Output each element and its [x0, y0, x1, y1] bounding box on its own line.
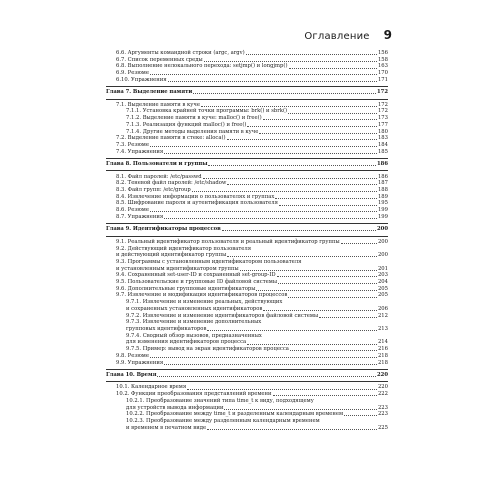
header-title: Оглавление: [304, 31, 370, 42]
entry-title: и временем в печатном виде: [126, 424, 207, 431]
dot-leader: [289, 68, 377, 69]
dot-leader: [263, 310, 377, 311]
entry-title: и установленным идентификатором группы: [116, 265, 239, 272]
toc-entry[interactable]: [106, 135, 388, 142]
dot-leader: [240, 270, 377, 271]
entry-page: 218: [377, 359, 388, 366]
toc-entry[interactable]: [106, 142, 388, 149]
toc-entry[interactable]: [106, 122, 388, 129]
entry-page: 187: [377, 180, 388, 187]
entry-page: 177: [377, 121, 388, 128]
dot-leader: [222, 230, 376, 231]
entry-title: 8.4. Извлечение информации о пользователях и группах: [116, 193, 275, 200]
toc-entry[interactable]: [106, 346, 388, 353]
toc-entry[interactable]: [106, 180, 388, 187]
chapter-title: Глава 9. Идентификаторы процессов: [106, 226, 221, 233]
entry-page: 214: [377, 339, 388, 346]
toc-entry[interactable]: [106, 200, 388, 207]
entry-title: 9.1. Реальный идентификатор пользователя и реальный идентификатор группы: [116, 238, 340, 245]
entry-page: 172: [377, 101, 388, 108]
entry-title: 7.1.1. Установка крайней точки программы: brk() и sbrk(): [126, 108, 288, 115]
entry-title: 6.9. Резюме: [116, 70, 149, 77]
chapter-title: Глава 10. Время: [106, 372, 157, 378]
chapter-divider: [106, 223, 388, 224]
entry-page: 213: [377, 326, 388, 332]
toc-entry[interactable]: [106, 279, 388, 286]
table-of-contents: [106, 50, 388, 431]
entry-title: 9.7. Извлечение и модификация идентификаторов процессов: [116, 292, 288, 299]
dot-leader: [319, 317, 377, 318]
dot-leader: [187, 389, 377, 390]
toc-entry[interactable]: [106, 353, 388, 360]
toc-entry[interactable]: [106, 398, 388, 411]
chapter-divider: [106, 99, 388, 100]
entry-title: 6.6. Аргументы командной строки (argc, argv): [116, 50, 245, 56]
entry-page: 199: [377, 213, 388, 220]
dot-leader: [247, 344, 377, 345]
chapter-heading[interactable]: [106, 226, 388, 233]
entry-title: 9.9. Упражнения: [116, 359, 164, 366]
entry-page: 173: [377, 115, 388, 122]
entry-page: 204: [377, 279, 388, 286]
dot-leader: [203, 178, 377, 179]
dot-leader: [344, 415, 377, 416]
entry-title-line: 10.2.3. Преобразование между разделенным календарным временем: [126, 418, 320, 424]
entry-title: 6.7. Список переменных среды: [116, 56, 203, 63]
chapter-page: 200: [377, 226, 388, 233]
entry-title-line: 10.2.1. Преобразование значений типа time_t к виду, подходящему: [126, 397, 314, 404]
toc-entry[interactable]: [106, 333, 388, 346]
toc-entry[interactable]: [106, 292, 388, 299]
entry-title: 7.1.4. Другие методы выделения памяти в куче: [126, 128, 259, 135]
entry-title: 8.3. Файл групп: /etc/group: [116, 187, 191, 194]
toc-entry[interactable]: [106, 149, 388, 156]
dot-leader: [150, 74, 377, 75]
toc-entry[interactable]: [106, 187, 388, 194]
chapter-page: 220: [377, 372, 388, 378]
entry-page: 206: [377, 305, 388, 312]
toc-entry[interactable]: [106, 313, 388, 320]
chapter-divider: [106, 170, 388, 171]
toc-entry[interactable]: [106, 299, 388, 312]
entry-title-line: 9.2. Действующий идентификатор пользователя: [116, 245, 252, 252]
toc-entry[interactable]: [106, 77, 388, 84]
entry-page: 195: [377, 200, 388, 207]
entry-title: 10.1. Календарное время: [116, 384, 187, 391]
dot-leader: [288, 297, 377, 298]
chapter-divider: [106, 158, 388, 159]
entry-title: 9.7.5. Пример: вывод на экран идентификаторов процесса: [126, 346, 289, 353]
dot-leader: [273, 395, 377, 396]
dot-leader: [207, 429, 377, 430]
entry-page: 158: [377, 56, 388, 63]
chapter-divider: [106, 381, 388, 382]
toc-entry[interactable]: [106, 207, 388, 214]
dot-leader: [168, 81, 377, 82]
dot-leader: [277, 276, 377, 277]
chapter-divider: [106, 369, 388, 370]
entry-title: 9.4. Сохраненный set-user-ID и сохраненный set-group-ID: [116, 272, 276, 279]
entry-title: 6.10. Упражнения: [116, 76, 167, 83]
dot-leader: [290, 350, 377, 351]
entry-page: 188: [377, 187, 388, 194]
entry-title-line: 9.7.1. Извлечение и изменение реальных, действующих: [126, 299, 283, 306]
chapter-divider: [106, 236, 388, 237]
entry-title: 7.4. Упражнения: [116, 148, 164, 155]
toc-entry[interactable]: [106, 70, 388, 77]
entry-page: 222: [377, 391, 388, 398]
entry-page: 184: [377, 142, 388, 148]
dot-leader: [263, 119, 377, 120]
chapter-page: 172: [377, 89, 388, 96]
toc-entry[interactable]: [106, 50, 388, 57]
dot-leader: [204, 61, 377, 62]
entry-page: 172: [377, 108, 388, 115]
entry-page: 203: [377, 272, 388, 279]
dot-leader: [150, 357, 377, 358]
entry-title: 7.1.2. Выделение памяти в куче: malloc() и free(): [126, 115, 262, 122]
dot-leader: [157, 376, 376, 377]
chapter-heading[interactable]: [106, 89, 388, 96]
toc-entry[interactable]: [106, 259, 388, 272]
entry-title: и сохраненных установленных идентификаторов: [126, 305, 263, 312]
entry-title: 9.8. Резюме: [116, 352, 149, 359]
dot-leader: [164, 153, 377, 154]
page-header: [304, 28, 392, 42]
chapter-heading[interactable]: [106, 372, 388, 379]
entry-page: 223: [377, 404, 388, 411]
dot-leader: [150, 211, 377, 212]
entry-page: 183: [377, 135, 388, 142]
entry-page: 180: [377, 128, 388, 135]
dot-leader: [208, 165, 376, 166]
chapter-page: 186: [377, 161, 388, 168]
entry-title: 9.6. Дополнительные групповые идентификаторы: [116, 285, 256, 292]
entry-title: 8.5. Шифрование пароля и аутентификация пользователя: [116, 200, 278, 207]
toc-entry[interactable]: [106, 214, 388, 221]
entry-page: 225: [377, 424, 388, 431]
dot-leader: [150, 146, 377, 147]
entry-page: 218: [377, 352, 388, 359]
chapter-divider: [106, 86, 388, 87]
dot-leader: [164, 364, 377, 365]
toc-entry[interactable]: [106, 411, 388, 418]
dot-leader: [259, 133, 377, 134]
entry-title: и действующий идентификатор группы: [116, 252, 227, 259]
entry-page: 205: [377, 292, 388, 299]
page-number: 9: [383, 28, 392, 42]
entry-page: 200: [377, 238, 388, 245]
chapter-title: Глава 7. Выделение памяти: [106, 89, 193, 96]
toc-entry[interactable]: [106, 239, 388, 246]
entry-title-line: 9.7.4. Сводный обзор вызовов, предназначенных: [126, 332, 262, 339]
entry-title: 10.2. Функции преобразования представлений времени: [116, 391, 272, 398]
entry-title: 7.3. Резюме: [116, 142, 149, 148]
entry-page: 186: [377, 173, 388, 180]
chapter-title: Глава 8. Пользователи и группы: [106, 161, 208, 168]
entry-page: 216: [377, 346, 388, 353]
entry-page: 201: [377, 265, 388, 272]
entry-title: групповых идентификаторов: [126, 326, 207, 332]
entry-title: 8.1. Файл паролей: /etc/passwd: [116, 173, 202, 180]
dot-leader: [227, 184, 377, 185]
dot-leader: [341, 243, 377, 244]
dot-leader: [192, 191, 377, 192]
entry-page: 200: [377, 252, 388, 259]
dot-leader: [247, 126, 377, 127]
toc-entry[interactable]: [106, 63, 388, 70]
entry-page: 199: [377, 207, 388, 214]
toc-entry[interactable]: [106, 360, 388, 367]
entry-title: 7.1.3. Реализация функций malloc() и free(): [126, 121, 247, 128]
toc-entry[interactable]: [106, 418, 388, 431]
dot-leader: [279, 205, 377, 206]
entry-title: для изменения идентификаторов процесса: [126, 339, 247, 346]
dot-leader: [288, 113, 377, 114]
dot-leader: [193, 93, 376, 94]
dot-leader: [278, 283, 377, 284]
chapter-heading[interactable]: [106, 161, 388, 168]
entry-title-line: 9.7.3. Извлечение и изменение дополнительных: [126, 319, 262, 326]
entry-page: 220: [377, 384, 388, 391]
dot-leader: [246, 54, 377, 55]
entry-page: 189: [377, 193, 388, 200]
dot-leader: [201, 106, 377, 107]
entry-page: 170: [377, 70, 388, 77]
entry-title: 7.2. Выделение памяти в стеке: alloca(): [116, 135, 226, 142]
entry-title: 6.8. Выполнение нелокального перехода: setjmp() и longjmp(): [116, 63, 288, 70]
entry-page: 212: [377, 312, 388, 319]
dot-leader: [224, 409, 376, 410]
dot-leader: [207, 330, 377, 331]
dot-leader: [275, 198, 377, 199]
entry-title: для устройств вывода информации: [126, 404, 224, 411]
entry-page: 223: [377, 411, 388, 418]
toc-entry[interactable]: [106, 115, 388, 122]
entry-title: 8.6. Резюме: [116, 207, 149, 214]
toc-entry[interactable]: [106, 246, 388, 259]
entry-page: 185: [377, 148, 388, 155]
entry-title: 8.2. Теневой файл паролей: /etc/shadow: [116, 180, 227, 187]
dot-leader: [227, 139, 377, 140]
entry-title: 9.5. Пользовательские и групповые ID файловой системы: [116, 279, 277, 286]
dot-leader: [227, 256, 377, 257]
entry-page: 205: [377, 285, 388, 292]
entry-page: 171: [377, 76, 388, 83]
entry-title-line: 9.3. Программы с установленным идентификатором пользователя: [116, 258, 302, 265]
entry-page: 156: [377, 50, 388, 56]
dot-leader: [164, 218, 377, 219]
entry-title: 8.7. Упражнения: [116, 213, 164, 220]
toc-entry[interactable]: [106, 391, 388, 398]
entry-title: 9.7.2. Извлечение и изменение идентификаторов файловой системы: [126, 312, 319, 319]
entry-page: 163: [377, 63, 388, 70]
dot-leader: [256, 290, 377, 291]
entry-title: 10.2.2. Преобразование между time_t и разделенным календарным временем: [126, 411, 344, 418]
entry-title: 7.1. Выделение памяти в куче: [116, 101, 200, 108]
toc-entry[interactable]: [106, 319, 388, 332]
